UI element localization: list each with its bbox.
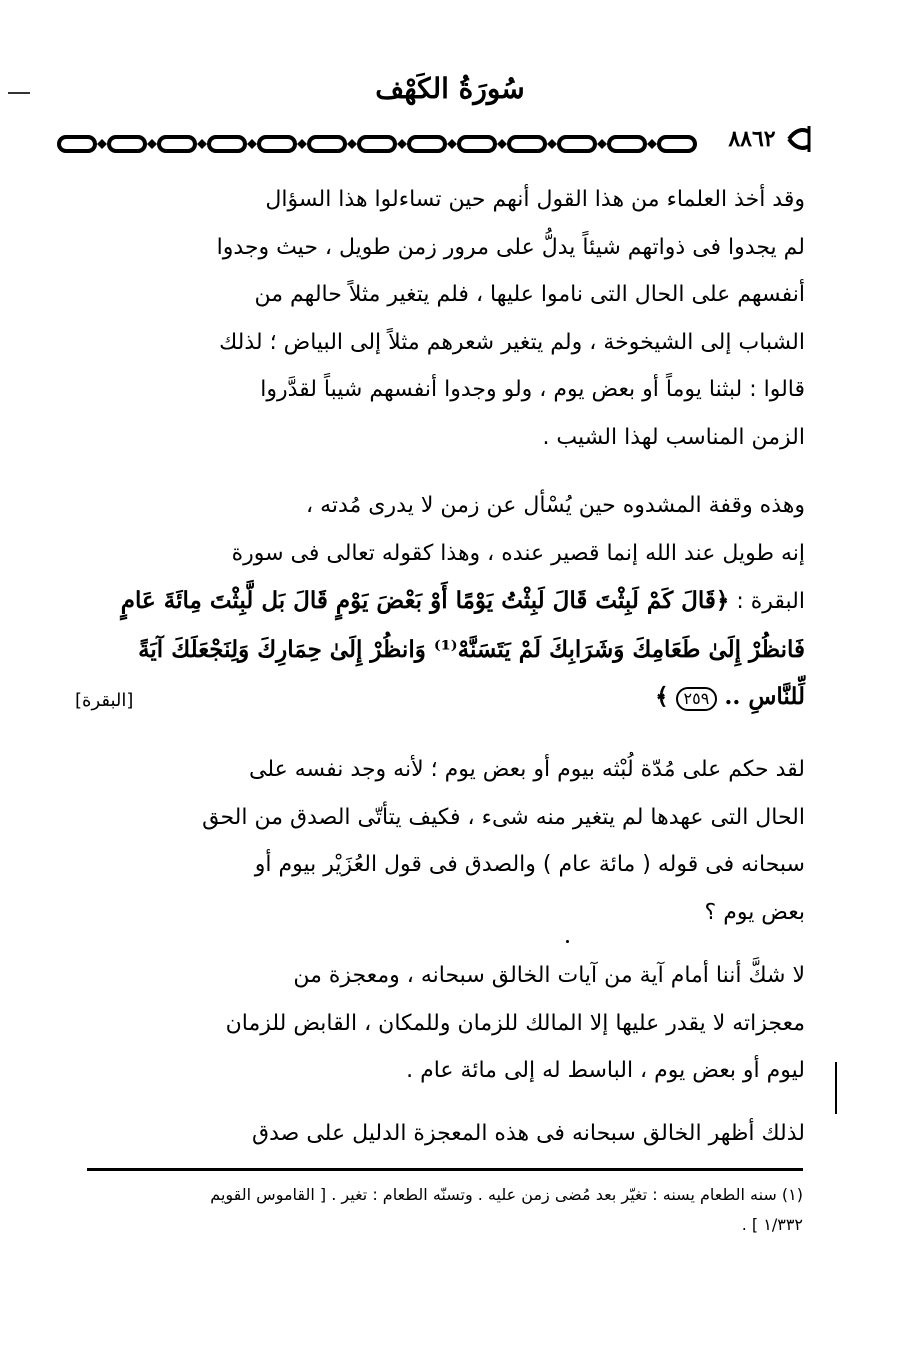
quran-line-last: [75, 673, 805, 722]
paragraph-line: قالوا : لبثنا يوماً أو بعض يوم ، ولو وجدوا أنفسهم شيباً لقدَّروا: [260, 377, 805, 402]
ornamental-border: [55, 130, 715, 158]
ornament-link: [259, 137, 295, 151]
paragraph-4: [75, 952, 805, 1095]
ornament-link: [659, 137, 695, 151]
paragraph-line: الحال التى عهدها لم يتغير منه شىء ، فكيف يتأتّى الصدق من الحق: [202, 804, 805, 830]
ornament-diamond: [497, 139, 507, 149]
ornament-link: [509, 137, 545, 151]
paragraph-line: الشباب إلى الشيخوخة ، ولم يتغير شعرهم مثلاً إلى البياض ؛ لذلك: [219, 329, 805, 355]
ornament-diamond: [197, 139, 207, 149]
paragraph-line: لم يجدوا فى ذواتهم شيئاً يدلُّ على مرور زمن طويل ، حيث وجدوا: [216, 234, 805, 260]
surah-reference: [البقرة]: [75, 690, 134, 711]
ornament-diamond: [247, 139, 257, 149]
paragraph-line: ليوم أو بعض يوم ، الباسط له إلى مائة عام .: [406, 1058, 805, 1083]
quran-verse-text: لِّلنَّاسِ ..: [724, 683, 805, 710]
ornament-diamond: [97, 139, 107, 149]
ornament-link: [609, 137, 645, 151]
paragraph-line: بعض يوم ؟: [704, 899, 805, 925]
verse-close-bracket: ﴾: [655, 683, 669, 710]
paragraph-line: الزمن المناسب لهذا الشيب .: [542, 424, 805, 450]
paragraph-line: معجزاته لا يقدر عليها إلا المالك للزمان وللمكان ، القابض للزمان: [225, 1010, 805, 1036]
paragraph-line: وهذه وقفة المشدوه حين يُسْأل عن زمن لا يدرى مُدته ،: [305, 493, 805, 518]
ornament-diamond: [397, 139, 407, 149]
paragraph-line: لا شكَّ أننا أمام آية من آيات الخالق سبحانه ، ومعجزة من: [293, 963, 805, 988]
ornament-link: [309, 137, 345, 151]
paragraph-line: لذلك أظهر الخالق سبحانه فى هذه المعجزة الدليل على صدق: [252, 1121, 805, 1146]
footnote-line: (١) سنه الطعام يسنه : تغيّر بعد مُضى زمن عليه . وتسنّه الطعام : تغير . [ القاموس القويم: [210, 1185, 803, 1204]
footnote-separator: [87, 1168, 803, 1171]
ornament-diamond: [647, 139, 657, 149]
quran-verse-text: فَانظُرْ إِلَىٰ طَعَامِكَ وَشَرَابِكَ لَمْ يَتَسَنَّهْ⁽¹⁾ وَانظُرْ إِلَىٰ حِمَارِكَ وَلِنَجْعَلَكَ آيَةً: [138, 635, 805, 663]
quran-intro: البقرة :: [736, 589, 805, 614]
ornament-link: [209, 137, 245, 151]
paragraph-line: وقد أخذ العلماء من هذا القول أنهم حين تساءلوا هذا السؤال: [265, 187, 805, 212]
ornament-diamond: [347, 139, 357, 149]
ornament-link: [359, 137, 395, 151]
paragraph-line: إنه طويل عند الله إنما قصير عنده ، وهذا كقوله تعالى فى سورة: [231, 540, 805, 566]
paragraph-2: [75, 482, 805, 725]
verse-number: ٢٥٩: [676, 687, 718, 711]
paragraph-1: [75, 176, 805, 461]
paragraph-line: لقد حكم على مُدّة لُبْثه بيوم أو بعض يوم ؛ لأنه وجد نفسه على: [249, 757, 805, 782]
ink-speck: [566, 940, 569, 943]
ornament-diamond: [547, 139, 557, 149]
ornament-diamond: [447, 139, 457, 149]
page-number: ٨٨٦٢: [728, 126, 776, 152]
surah-title: سُورَةُ الكَهْف: [375, 72, 525, 105]
quran-verse-text: ﴿قَالَ كَمْ لَبِثْتَ قَالَ لَبِثْتُ يَوْمًا أَوْ بَعْضَ يَوْمٍ قَالَ بَل لَّبِثْتَ مِائَةَ عَامٍ: [120, 587, 730, 614]
ornament-diamond: [297, 139, 307, 149]
footnote: [87, 1180, 803, 1240]
ornament-link: [459, 137, 495, 151]
ornament-link: [59, 137, 95, 151]
footnote-line: ١/٣٣٢ ] .: [741, 1215, 803, 1234]
page-number-bracket: [785, 122, 813, 156]
ornament-link: [109, 137, 145, 151]
paragraph-line: أنفسهم على الحال التى ناموا عليها ، فلم يتغير مثلاً حالهم من: [254, 282, 805, 307]
ornament-link: [159, 137, 195, 151]
quran-line-first: [75, 577, 805, 626]
paragraph-line: سبحانه فى قوله ( مائة عام ) والصدق فى قول العُزَيْر بيوم أو: [254, 852, 805, 877]
corner-mark: [8, 92, 30, 94]
ornament-link: [559, 137, 595, 151]
margin-line: [835, 1062, 837, 1114]
ornament-diamond: [147, 139, 157, 149]
ornament-diamond: [597, 139, 607, 149]
ornament-link: [409, 137, 445, 151]
paragraph-3: [75, 746, 805, 936]
paragraph-5: [75, 1110, 805, 1158]
